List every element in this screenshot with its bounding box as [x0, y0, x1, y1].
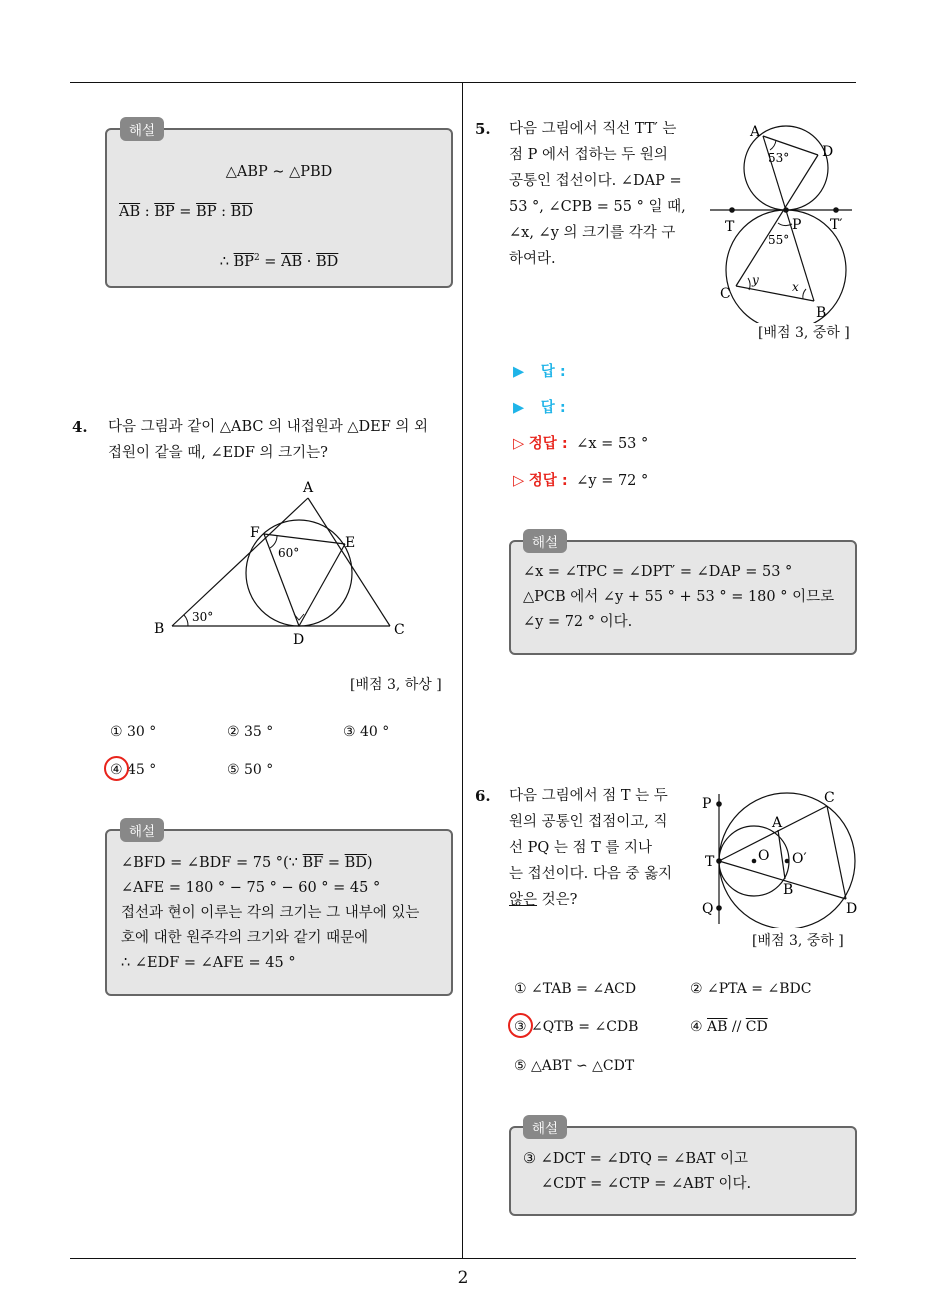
q6-option-1[interactable]: ① ∠TAB = ∠ACD [514, 981, 637, 997]
q6-text-line2: 원의 공통인 접점이고, 직 [509, 814, 668, 830]
q5-text-line5: ∠x, ∠y 의 크기를 각각 구 [509, 225, 676, 241]
q5-number: 5. [475, 120, 491, 138]
q5-correct-1-value: ∠x = 53 ° [576, 436, 649, 452]
column-divider [462, 82, 463, 1259]
q4-solution-line3: 접선과 현이 이루는 각의 크기는 그 내부에 있는 [121, 905, 420, 921]
q6-grade: [배점 3, 중하 ] [752, 933, 844, 949]
q5-fig-y: y [752, 273, 759, 287]
q5-text-line6: 하여라. [509, 251, 556, 267]
q5-answer-2-marker: ▶ [513, 400, 525, 416]
q6-fig-label-q: Q [702, 901, 714, 917]
q6-number: 6. [475, 787, 491, 805]
q5-answer-1-marker: ▶ [513, 364, 525, 380]
prev-solution-box [105, 128, 453, 288]
q6-option-2[interactable]: ② ∠PTA = ∠BDC [690, 981, 812, 997]
q5-text-line3: 공통인 접선이다. ∠DAP = [509, 173, 682, 189]
q6-text-emphasis: 않은 [509, 892, 538, 908]
q4-solution-line2: ∠AFE = 180 ° − 75 ° − 60 ° = 45 ° [121, 880, 381, 896]
page-number: 2 [457, 1268, 469, 1288]
q4-text-line2: 접원이 같을 때, ∠EDF 의 크기는? [108, 445, 328, 461]
q4-solution-line5: ∴ ∠EDF = ∠AFE = 45 ° [121, 955, 296, 971]
q5-text-line4: 53 °, ∠CPB = 55 ° 일 때, [509, 199, 686, 215]
prev-solution-line1: △ABP ∼ △PBD [225, 164, 333, 180]
q5-correct-2-value: ∠y = 72 ° [576, 473, 649, 489]
q5-fig-label-t: T [725, 219, 735, 235]
q5-solution-line1: ∠x = ∠TPC = ∠DPT′ = ∠DAP = 53 ° [523, 564, 793, 580]
q5-fig-label-t2: T′ [830, 217, 843, 233]
q4-text [108, 414, 458, 466]
q4-option-5[interactable]: ⑤ 50 ° [227, 762, 274, 778]
q4-figure [140, 470, 430, 655]
q6-solution-box [509, 1126, 857, 1216]
q4-grade: [배점 3, 하상 ] [350, 677, 442, 693]
q6-option-4-prefix: ④ [690, 1019, 708, 1035]
q6-fig-label-b: B [783, 882, 794, 898]
q5-grade: [배점 3, 중하 ] [758, 325, 850, 341]
q6-option-4-seg-cd: $\overline{CD}$ [745, 1019, 768, 1035]
q5-answer-2[interactable] [513, 396, 566, 417]
q4-option-2[interactable]: ② 35 ° [227, 724, 274, 740]
q6-text-line1: 다음 그림에서 점 T 는 두 [509, 788, 668, 804]
q6-fig-label-t: T [705, 854, 715, 870]
top-rule [70, 82, 856, 83]
q5-text-line2: 점 P 에서 접하는 두 원의 [509, 147, 668, 163]
q5-figure [706, 118, 856, 323]
q6-option-3[interactable]: ③ ∠QTB = ∠CDB [514, 1019, 639, 1035]
prev-solution-tag: 해설 [120, 117, 164, 141]
q4-fig-label-a: A [303, 480, 314, 496]
q5-answer-2-label: 답 : [540, 400, 566, 416]
q4-option-3[interactable]: ③ 40 ° [343, 724, 390, 740]
q6-option-4-seg-ab: $\overline{AB}$ [707, 1019, 728, 1035]
q5-fig-label-b: B [816, 305, 827, 321]
q5-fig-label-p: P [792, 217, 802, 233]
prev-solution-line2: $\overline{AB}$ : $\overline{BP} = \overline{BP}$ : $\overline{BD}$ [119, 204, 253, 220]
q5-solution-line2: △PCB 에서 ∠y + 55 ° + 53 ° = 180 ° 이므로 [523, 589, 835, 605]
q5-fig-label-d: D [822, 144, 834, 160]
q5-correct-2 [513, 469, 648, 490]
q6-solution-line1: ③ ∠DCT = ∠DTQ = ∠BAT 이고 [523, 1151, 748, 1167]
q5-fig-label-a: A [750, 124, 761, 140]
q6-fig-label-c: C [824, 790, 835, 806]
q6-fig-label-o: O [758, 848, 770, 864]
q4-fig-label-f: F [250, 525, 260, 541]
q6-text-line5-rest: 것은? [537, 892, 578, 908]
q4-option-4[interactable]: ④ 45 ° [110, 762, 157, 778]
q4-fig-label-b: B [154, 621, 165, 637]
q6-text-line3: 선 PQ 는 점 T 를 지나 [509, 840, 653, 856]
q5-answer-1-label: 답 : [540, 364, 566, 380]
q4-text-line1: 다음 그림과 같이 △ABC 의 내접원과 △DEF 의 외 [108, 419, 429, 435]
q6-option-5[interactable]: ⑤ △ABT ∽ △CDT [514, 1058, 635, 1074]
q6-text-line4: 는 접선이다. 다음 중 옳지 [509, 866, 673, 882]
q6-option-4[interactable] [690, 1019, 768, 1035]
q5-text-line1: 다음 그림에서 직선 TT′ 는 [509, 121, 677, 137]
q5-fig-angle-p: 55° [768, 233, 790, 247]
q5-solution-tag: 해설 [523, 529, 567, 553]
q6-option-4-parallel: // [727, 1019, 746, 1035]
q6-text-line5 [509, 887, 699, 913]
q5-fig-angle-a: 53° [768, 151, 790, 165]
q4-solution-line4: 호에 대한 원주각의 크기와 같기 때문에 [121, 930, 369, 946]
q6-fig-label-p: P [702, 796, 712, 812]
q4-solution-tag: 해설 [120, 818, 164, 842]
q6-solution-tag: 해설 [523, 1115, 567, 1139]
q4-fig-angle-f: 60° [278, 546, 300, 560]
q6-text [509, 783, 699, 913]
prev-solution-line3: ∴ $\overline{BP}^2 = \overline{AB} \cdot \overline{BD}$ [219, 253, 339, 270]
bottom-rule [70, 1258, 856, 1259]
q4-fig-label-e: E [345, 535, 356, 551]
q5-correct-1-marker: ▷ [513, 436, 525, 452]
q4-fig-label-c: C [394, 622, 405, 638]
q6-answer-mark [508, 1013, 533, 1038]
q4-number: 4. [72, 418, 88, 436]
q6-fig-label-o2: O′ [792, 851, 807, 867]
q6-solution-line2: ∠CDT = ∠CTP = ∠ABT 이다. [541, 1176, 752, 1192]
q4-fig-angle-b: 30° [192, 610, 214, 624]
q4-solution-box [105, 829, 453, 996]
q4-fig-label-d: D [293, 632, 305, 648]
q5-correct-1 [513, 432, 648, 453]
q4-answer-mark [104, 756, 129, 781]
q6-fig-label-a: A [772, 815, 783, 831]
q4-option-1[interactable]: ① 30 ° [110, 724, 157, 740]
q5-answer-1[interactable] [513, 360, 566, 381]
q5-solution-line3: ∠y = 72 ° 이다. [523, 614, 633, 630]
q5-correct-2-label: 정답 : [528, 473, 568, 489]
q5-solution-box [509, 540, 857, 655]
q4-solution-line1: ∠BFD = ∠BDF = 75 °(∵ $\overline{BF} = \overline{BD}$) [121, 855, 373, 871]
q5-correct-2-marker: ▷ [513, 473, 525, 489]
q5-fig-label-c: C [720, 286, 731, 302]
q6-fig-label-d: D [846, 901, 858, 917]
q5-text [509, 116, 699, 272]
q6-figure [698, 790, 863, 928]
q5-fig-x: x [792, 280, 799, 294]
q5-correct-1-label: 정답 : [528, 436, 568, 452]
